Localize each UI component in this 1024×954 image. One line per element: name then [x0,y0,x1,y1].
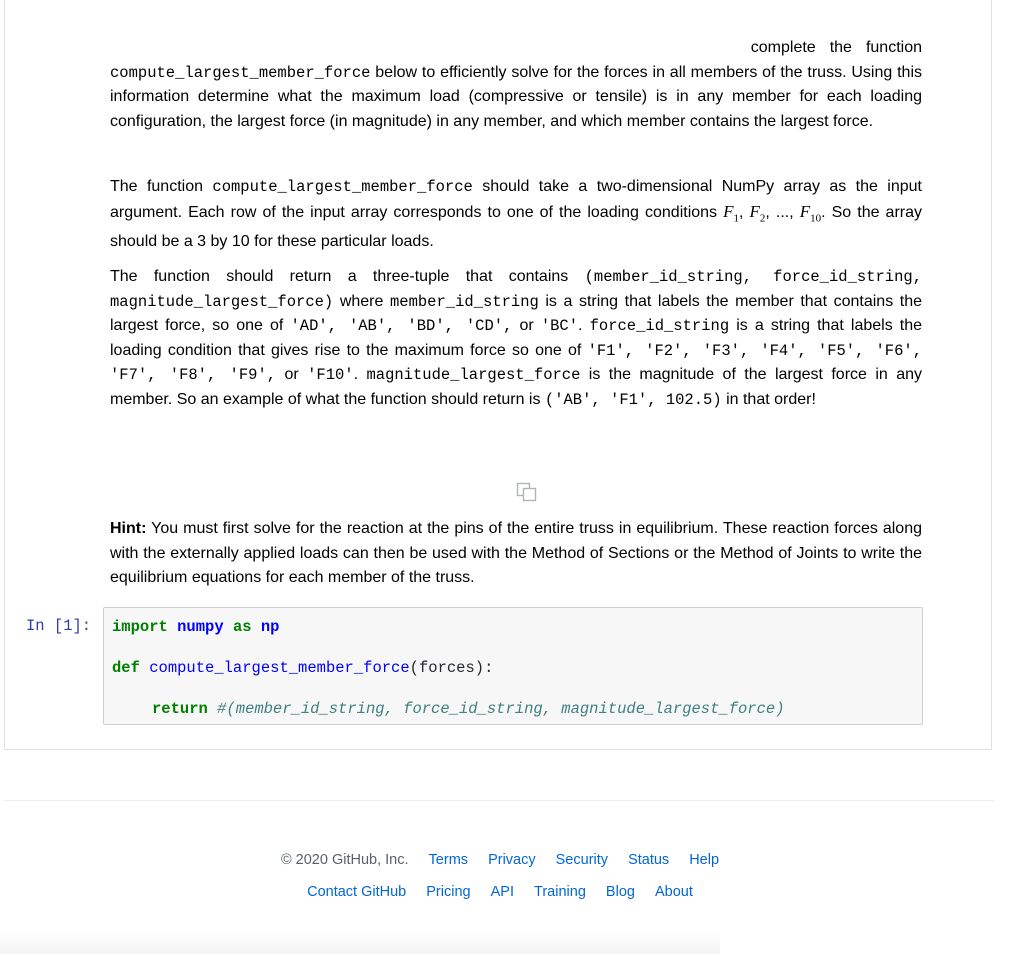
member-id-code: member_id_string [389,292,539,311]
paragraph-first-line: complete the function [750,39,922,56]
code-line-return: return #(member_id_string, force_id_string, magnitude_largest_force) [152,700,785,718]
footer-link-privacy[interactable]: Privacy [488,852,536,868]
footer-divider [4,800,994,801]
bottom-fade [0,930,720,954]
math-f2: $F_2$ [749,201,766,224]
footer-link-api[interactable]: API [490,884,514,900]
member-list-code: 'AD', 'AB', 'BD', 'CD', [290,317,513,335]
copy-icon[interactable] [516,482,538,502]
code-cell-input[interactable] [103,607,923,725]
example-return-code: ('AB', 'F1', 102.5) [544,390,722,409]
footer-link-about[interactable]: About [654,884,693,900]
footer-link-blog[interactable]: Blog [605,884,635,900]
force-list-code: 'F1', 'F2', 'F3', 'F4', 'F5', 'F6', 'F7', 'F8', 'F9', [110,341,922,384]
footer-link-help[interactable]: Help [689,852,720,868]
hint-label: Hint: [110,520,147,537]
math-f1: $F_1$ [723,201,739,224]
code-line-import: import numpy as np [112,618,280,636]
footer-link-training[interactable]: Training [534,884,586,900]
math-f10: $F_{10}$ [799,201,822,224]
footer-link-terms[interactable]: Terms [428,852,469,868]
input-description-paragraph: The function compute_largest_member_force should take a two-dimensional NumPy array as the input argument. Each row of the input array corresponds to one of the loading conditions $F_1$, $F_2$, ..., $F_{10}$. So the array should be a 3 by 10 for these particular loads. [110,178,922,251]
return-description-paragraph: The function should return a three-tuple that contains (member_id_string, force_id_string, magnitude_largest_force) where member_id_string is a string that labels the member that contains the largest force, so one of 'AD', 'AB', 'BD', 'CD', or 'BC'. force_id_string is a string that labels the loading condition that gives rise to the maximum force so one of 'F1', 'F2', 'F3', 'F4', 'F5', 'F6', 'F7', 'F8', 'F9', or 'F10'. magnitude_largest_force is the magnitude of the largest force in any member. So an example of what the function should return is ('AB', 'F1', 102.5) in that order! [110,268,923,409]
hint-paragraph: Hint: You must first solve for the reaction at the pins of the entire truss in equilibrium. These reaction forces along with the externally applied loads can then be used with the Method of Sections or the Method of Joints to write the equilibrium equations for each member of the truss. [110,520,922,586]
member-last-code: 'BC' [540,317,579,335]
footer-row-secondary [0,884,1000,900]
function-name-code: compute_largest_member_force [212,178,473,196]
cell-prompt: In [1]: [26,617,92,635]
code-line-def: def compute_largest_member_force(forces): [112,659,494,677]
footer-link-pricing[interactable]: Pricing [426,884,471,900]
tuple-signature-code: (member_id_string, force_id_string, magnitude_largest_force) [110,268,922,311]
footer-row-primary [0,852,1000,868]
footer-link-status[interactable]: Status [628,852,670,868]
force-last-code: 'F10' [307,366,354,384]
magnitude-code: magnitude_largest_force [366,366,581,384]
footer-link-contact[interactable]: Contact GitHub [307,884,407,900]
force-id-code: force_id_string [589,317,730,335]
function-name-code: compute_largest_member_force [110,63,371,82]
instructions-paragraph: complete the function compute_largest_member_force below to efficiently solve for the forces in all members of the truss. Using this information determine what the maximum load (compressive or tensile) is in any member for each loading configuration, the largest force (in magnitude) in any member, and which member contains the largest force. [110,36,922,134]
footer-link-security[interactable]: Security [555,852,609,868]
footer-copyright: © 2020 GitHub, Inc. [280,852,409,868]
